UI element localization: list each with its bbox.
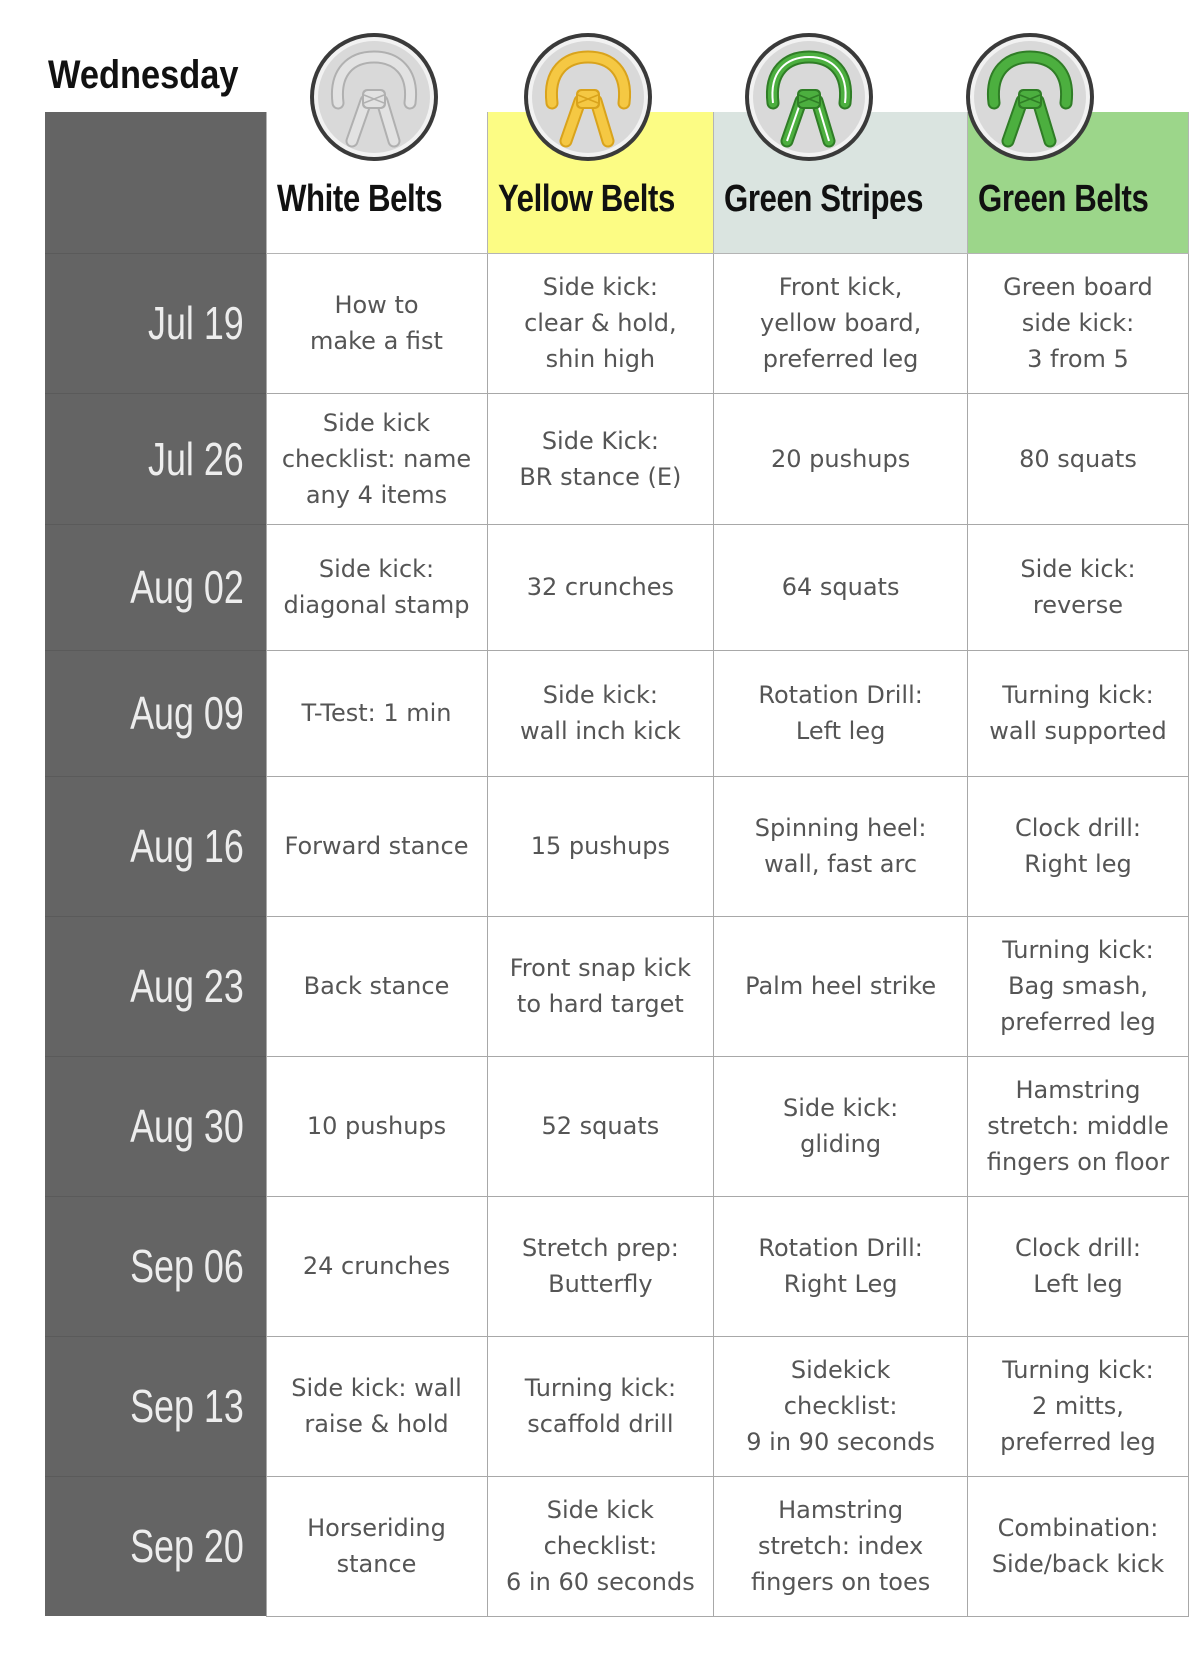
lesson-cell: Clock drill: Right leg xyxy=(967,776,1188,916)
lesson-cell: Front kick, yellow board, preferred leg xyxy=(714,253,968,393)
table-row xyxy=(45,650,1188,776)
yellow-belt-icon xyxy=(522,31,654,163)
column-header-label: White Belts xyxy=(276,177,442,220)
column-header-label: Yellow Belts xyxy=(497,177,675,220)
lesson-cell: Side kick checklist: 6 in 60 seconds xyxy=(487,1476,714,1616)
lesson-cell: Side kick: reverse xyxy=(967,524,1188,650)
lesson-cell: 64 squats xyxy=(714,524,968,650)
table-row xyxy=(45,916,1188,1056)
page-title: Wednesday xyxy=(48,53,239,97)
lesson-cell: Spinning heel: wall, fast arc xyxy=(714,776,968,916)
white-belt-icon xyxy=(308,31,440,163)
lesson-cell: 15 pushups xyxy=(487,776,714,916)
lesson-cell: Side kick: clear & hold, shin high xyxy=(487,253,714,393)
lesson-cell: 10 pushups xyxy=(266,1056,487,1196)
row-date: Sep 20 xyxy=(45,1476,266,1616)
row-date: Aug 30 xyxy=(45,1056,266,1196)
lesson-cell: Turning kick: Bag smash, preferred leg xyxy=(967,916,1188,1056)
lesson-cell: Side Kick: BR stance (E) xyxy=(487,393,714,524)
lesson-cell: Hamstring stretch: middle fingers on floor xyxy=(967,1056,1188,1196)
lesson-cell: Side kick: gliding xyxy=(714,1056,968,1196)
lesson-cell: 52 squats xyxy=(487,1056,714,1196)
lesson-cell: Hamstring stretch: index fingers on toes xyxy=(714,1476,968,1616)
lesson-cell: 80 squats xyxy=(967,393,1188,524)
lesson-cell: Rotation Drill: Left leg xyxy=(714,650,968,776)
lesson-cell: How to make a fist xyxy=(266,253,487,393)
schedule-table xyxy=(45,112,1189,1617)
lesson-cell: Side kick checklist: name any 4 items xyxy=(266,393,487,524)
column-header-label: Green Belts xyxy=(977,177,1149,220)
row-date: Aug 23 xyxy=(45,916,266,1056)
lesson-cell: 32 crunches xyxy=(487,524,714,650)
row-date: Sep 06 xyxy=(45,1196,266,1336)
lesson-cell: Side kick: wall inch kick xyxy=(487,650,714,776)
lesson-cell: Side kick: diagonal stamp xyxy=(266,524,487,650)
lesson-cell: Front snap kick to hard target xyxy=(487,916,714,1056)
row-date: Jul 26 xyxy=(45,393,266,524)
lesson-cell: Sidekick checklist: 9 in 90 seconds xyxy=(714,1336,968,1476)
table-row xyxy=(45,1196,1188,1336)
lesson-cell: 24 crunches xyxy=(266,1196,487,1336)
lesson-cell: Combination: Side/back kick xyxy=(967,1476,1188,1616)
lesson-cell: Turning kick: 2 mitts, preferred leg xyxy=(967,1336,1188,1476)
lesson-cell: Side kick: wall raise & hold xyxy=(266,1336,487,1476)
lesson-cell: 20 pushups xyxy=(714,393,968,524)
table-row xyxy=(45,253,1188,393)
row-date: Aug 09 xyxy=(45,650,266,776)
lesson-cell: Turning kick: scaffold drill xyxy=(487,1336,714,1476)
column-header-label: Green Stripes xyxy=(724,177,924,220)
row-date: Aug 02 xyxy=(45,524,266,650)
lesson-cell: Palm heel strike xyxy=(714,916,968,1056)
lesson-cell: Green board side kick: 3 from 5 xyxy=(967,253,1188,393)
lesson-cell: T-Test: 1 min xyxy=(266,650,487,776)
lesson-cell: Rotation Drill: Right Leg xyxy=(714,1196,968,1336)
lesson-cell: Stretch prep: Butterfly xyxy=(487,1196,714,1336)
table-row xyxy=(45,524,1188,650)
lesson-cell: Horseriding stance xyxy=(266,1476,487,1616)
table-row xyxy=(45,1056,1188,1196)
row-date: Aug 16 xyxy=(45,776,266,916)
table-row xyxy=(45,393,1188,524)
table-row xyxy=(45,776,1188,916)
lesson-cell: Back stance xyxy=(266,916,487,1056)
row-date: Jul 19 xyxy=(45,253,266,393)
table-row xyxy=(45,1336,1188,1476)
table-row xyxy=(45,1476,1188,1616)
corner-cell xyxy=(45,112,266,253)
row-date: Sep 13 xyxy=(45,1336,266,1476)
lesson-cell: Forward stance xyxy=(266,776,487,916)
lesson-cell: Clock drill: Left leg xyxy=(967,1196,1188,1336)
green-belt-icon xyxy=(964,31,1096,163)
green-stripe-belt-icon xyxy=(743,31,875,163)
lesson-cell: Turning kick: wall supported xyxy=(967,650,1188,776)
